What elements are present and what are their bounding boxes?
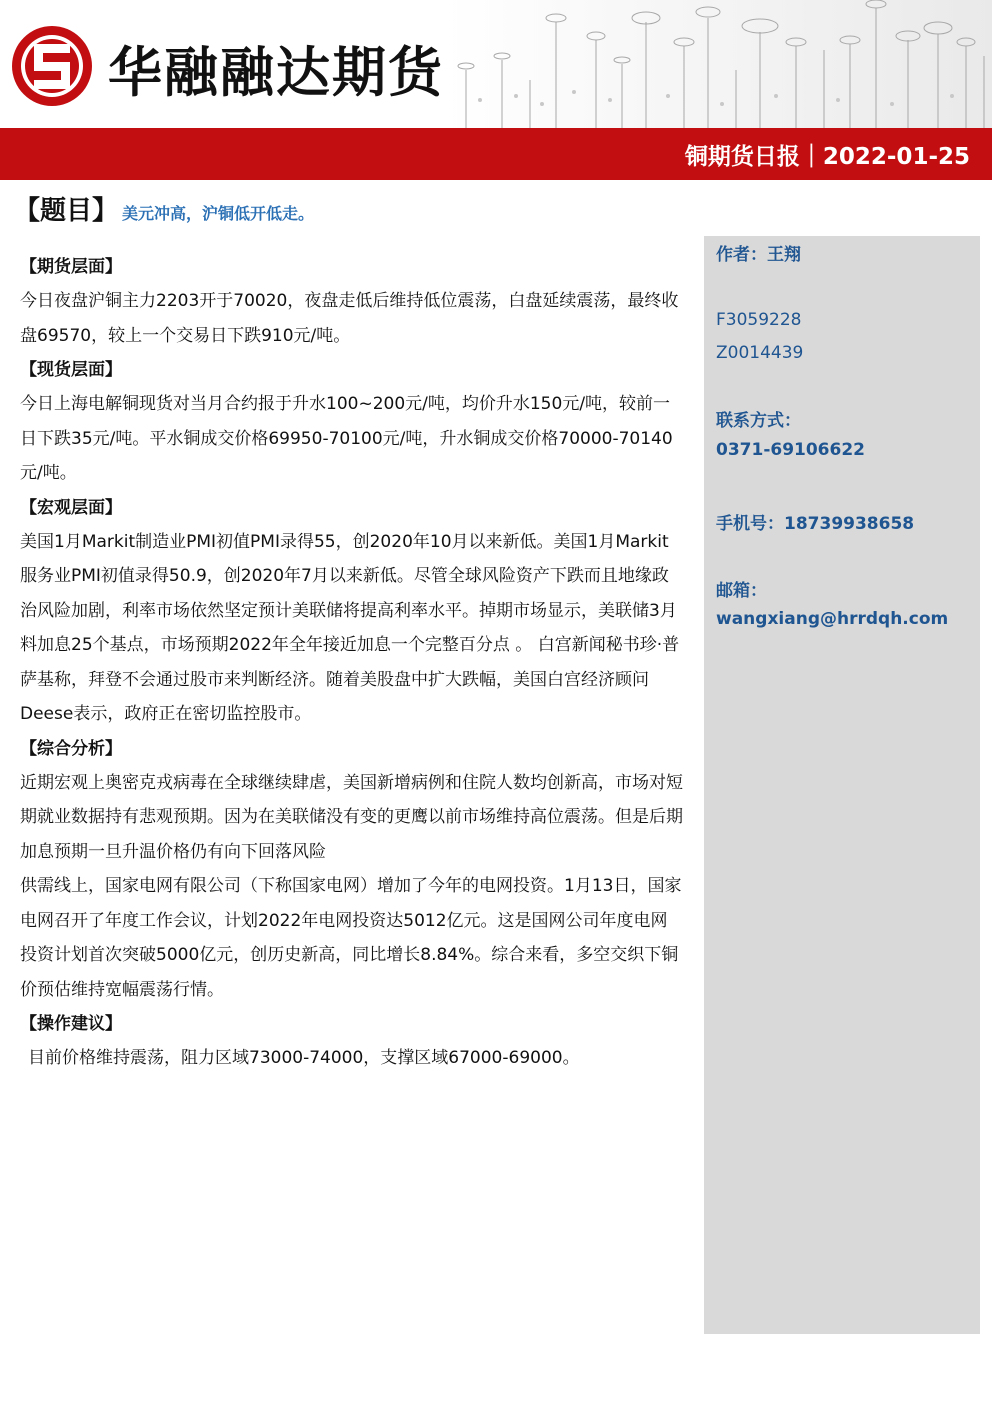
logo-mark-icon [10,24,94,108]
author-sidebar [704,236,980,1334]
section-heading-spot: 【现货层面】 [20,360,122,380]
mobile-number: 手机号：18739938658 [716,514,915,534]
company-name: 华融融达期货 [108,40,444,104]
email-address: wangxiang@hrrdqh.com [716,609,949,629]
section-heading-analysis: 【综合分析】 [20,738,122,759]
section-paragraph-spot: 今日上海电解铜现货对当月合约报于升水100~200元/吨，均价升水150元/吨，较前一日下跌35元/吨。平水铜成交价格69950-70100元/吨，升水铜成交价格70000-70140元/吨。 [20,394,673,483]
report-header [0,0,992,128]
section-paragraph-analysis-2: 供需线上，国家电网有限公司（下称国家电网）增加了今年的电网投资。1月13日，国家电网召开了年度工作会议，计划2022年电网投资达5012亿元。这是国网公司年度电网投资计划首次突破5000亿元，创历史新高，同比增长8.84%。综合来看，多空交织下铜价预估维持宽幅震荡行情。 [20,876,682,1000]
section-heading-futures: 【期货层面】 [20,257,122,277]
section-paragraph-advice: 目前价格维持震荡，阻力区域73000-74000，支撑区域67000-69000。 [28,1048,580,1068]
topic-line [14,190,314,227]
email-label: 邮箱： [716,581,767,601]
topic-label: 【题目】 [14,196,119,226]
topic-title: 美元冲高，沪铜低开低走。 [122,204,315,223]
section-heading-advice: 【操作建议】 [20,1014,122,1034]
section-paragraph-macro: 美国1月Markit制造业PMI初值PMI录得55，创2020年10月以来新低。美国1月Markit服务业PMI初值录得50.9，创2020年7月以来新低。尽管全球风险资产下跌而且地缘政治风险加剧，利率市场依然坚定预计美联储将提高利率水平。掉期市场显示，美联储3月料加息25个基点，市场预期2022年全年接近加息一个完整百分点 。 白宫新闻秘书珍·普萨基称，拜登不会通过股市来判断经济。随着美股盘中扩大跌幅，美国白宫经济顾问Deese表示，政府正在密切监控股市。 [20,531,680,724]
contact-phone: 0371-69106622 [716,440,865,460]
contact-label: 联系方式： [716,411,801,431]
company-logo [10,22,450,112]
author-name: 作者：王翔 [716,245,801,265]
license-number-1: F3059228 [716,310,802,330]
header-decoration [446,0,992,128]
license-number-2: Z0014439 [716,343,804,363]
section-heading-macro: 【宏观层面】 [20,497,122,518]
report-title: 铜期货日报｜2022-01-25 [684,144,970,170]
section-paragraph-futures: 今日夜盘沪铜主力2203开于70020，夜盘走低后维持低位震荡，白盘延续震荡，最终收盘69570，较上一个交易日下跌910元/吨。 [20,291,679,346]
section-paragraph-analysis-1: 近期宏观上奥密克戎病毒在全球继续肆虐，美国新增病例和住院人数均创新高，市场对短期就业数据持有悲观预期。因为在美联储没有变的更鹰以前市场维持高位震荡。但是后期加息预期一旦升温价格仍有向下回落风险 [20,772,683,862]
report-body [20,250,684,1076]
